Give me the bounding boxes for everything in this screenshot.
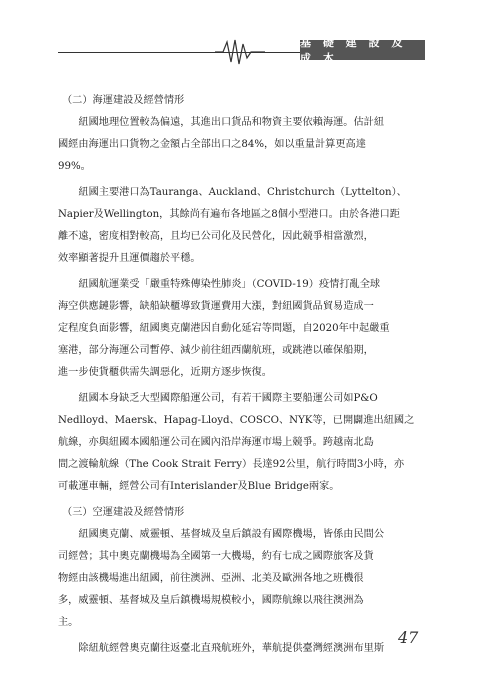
paragraph xyxy=(58,274,423,384)
running-header xyxy=(0,0,480,70)
text-line: 紐國航運業受「嚴重特殊傳染性肺炎」（COVID-19）疫情打亂全球 xyxy=(78,279,381,290)
text-line: 國經由海運出口貨物之金額占全部出口之84%，如以重量計算更高達 xyxy=(58,139,366,150)
text-line: 離不遠，密度相對較高，且均已公司化及民營化，因此競爭相當激烈， xyxy=(58,231,374,242)
text-line: 紐國奧克蘭、威靈頓、基督城及皇后鎮設有國際機場，皆係由民間公 xyxy=(78,529,385,540)
paragraph xyxy=(58,112,423,178)
text-line: 99%。 xyxy=(58,161,91,172)
text-line: 間之渡輪航線（The Cook Strait Ferry）長達92公里，航行時間3小時，亦 xyxy=(58,459,405,470)
text-line: 進一步使貨櫃供需失調惡化，近期方逐步恢復。 xyxy=(58,367,272,378)
text-line: 海空供應鏈影響，缺船缺櫃導致貨運費用大漲，對紐國貨品貿易造成一 xyxy=(58,301,374,312)
text-line: Nedlloyd、Maersk、Hapag-Lloyd、COSCO、NYK等，已開闢進出紐國之 xyxy=(58,415,415,426)
text-line: 塞港，部分海運公司暫停、減少前往紐西蘭航班，或跳港以確保船期， xyxy=(58,345,374,356)
page-number: 47 xyxy=(398,628,419,647)
text-line: 除紐航經營奧克蘭往返臺北直飛航班外，華航提供臺灣經澳洲布里斯 xyxy=(78,643,385,654)
section-heading: （二）海運建設及經營情形 xyxy=(62,95,185,106)
text-line: 效率顯著提升且運價趨於平穩。 xyxy=(58,253,201,264)
page-content xyxy=(58,90,423,664)
text-line: Napier及Wellington，其餘尚有遍布各地區之8個小型港口。由於各港口距 xyxy=(58,209,400,220)
text-line: 定程度負面影響，紐國奧克蘭港因自動化延宕等問題，自2020年中起嚴重 xyxy=(58,323,390,334)
section-heading: （三）空運建設及經營情形 xyxy=(62,507,185,518)
header-title: 基 礎 建 設 及 成 本 xyxy=(300,40,425,60)
text-line: 紐國主要港口為Tauranga、Auckland、Christchurch（Lyttelton）、 xyxy=(78,187,407,198)
text-line: 紐國地理位置較為偏遠，其進出口貨品和物資主要依賴海運。估計紐 xyxy=(78,117,385,128)
paragraph xyxy=(58,182,423,270)
text-line: 多，威靈頓、基督城及皇后鎮機場規模較小，國際航線以飛往澳洲為 xyxy=(58,595,364,606)
paragraph xyxy=(58,388,423,498)
text-line: 紐國本身缺乏大型國際船運公司，有若干國際主要船運公司如P&O xyxy=(78,393,378,404)
text-line: 司經營；其中奧克蘭機場為全國第一大機場，約有七成之國際旅客及貨 xyxy=(58,551,374,562)
heartbeat-wave-icon xyxy=(215,38,265,66)
text-line: 可載運車輛，經營公司有Interislander及Blue Bridge兩家。 xyxy=(58,481,340,492)
text-line: 航線，亦與紐國本國船運公司在國內沿岸海運市場上競爭。跨越南北島 xyxy=(58,437,374,448)
text-line: 物經由該機場進出紐國，前往澳洲、亞洲、北美及歐洲各地之班機很 xyxy=(58,573,364,584)
text-line: 主。 xyxy=(58,617,79,628)
paragraph xyxy=(58,524,423,634)
paragraph xyxy=(58,638,423,660)
